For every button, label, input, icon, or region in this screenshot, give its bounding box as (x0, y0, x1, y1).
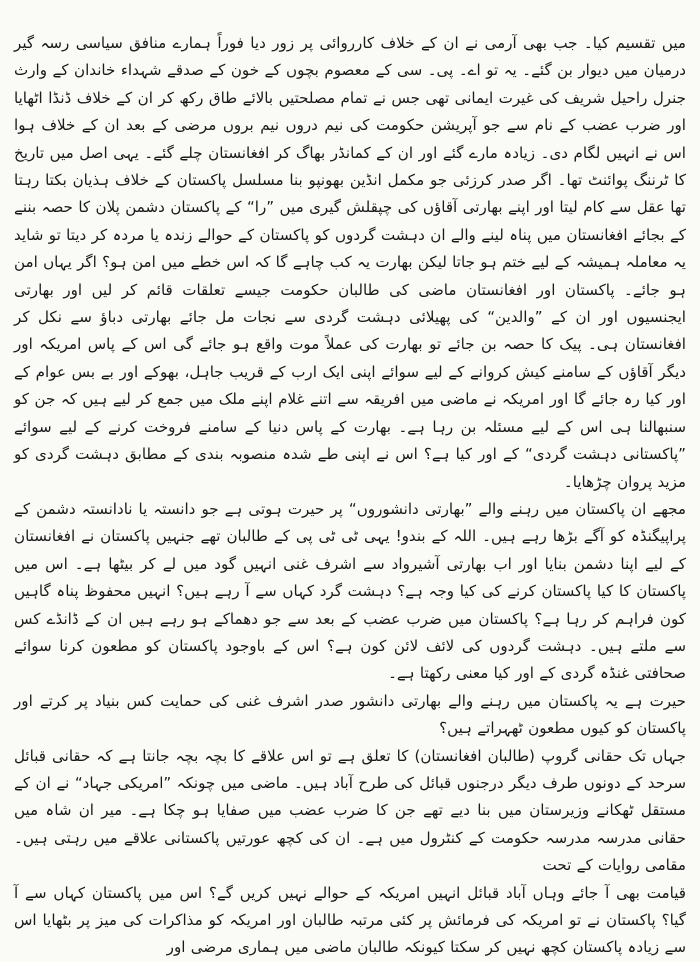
paragraph-3: حیرت ہے یہ پاکستان میں رہنے والے بھارتی دانشور صدر اشرف غنی کی حمایت کس بنیاد پر کرتے اور پاکستان کو کیوں مطعون ٹھہراتے ہیں؟ (14, 691, 686, 738)
document-text-body (14, 30, 686, 962)
paragraph-4: جہاں تک حقانی گروپ (طالبان افغانستان) کا تعلق ہے تو اس علاقے کا بچہ بچہ جانتا ہے کہ حقانی قبائل سرحد کے دونوں طرف دیگر درجنوں قبائل کی طرح آباد ہیں۔ ماضی میں چونکہ ”امریکی جہاد“ نے ان کے مستقل ٹھکانے وزیرستان میں بنا دیے تھے جن کا ضرب عضب میں صفایا ہو چکا ہے۔ میر ان شاہ میں حقانی مدرسہ مدرسہ حکومت کے کنٹرول میں ہے۔ ان کی کچھ عورتیں پاکستانی علاقے میں رہتی ہیں۔ مقامی روایات کے تحت (14, 746, 686, 875)
paragraph-5: قیامت بھی آ جائے وہاں آباد قبائل انہیں امریکہ کے حوالے نہیں کریں گے؟ اس میں پاکستان کہاں سے آ گیا؟ پاکستان نے تو امریکہ کی فرمائش پر کئی مرتبہ طالبان اور امریکہ کو مذاکرات کی میز پر بٹھایا اس سے زیادہ پاکستان کچھ نہیں کر سکتا کیونکہ طالبان ماضی میں ہماری مرضی اور (14, 883, 686, 957)
paragraph-2: مجھے ان پاکستان میں رہنے والے ”بھارتی دانشوروں“ پر حیرت ہوتی ہے جو دانستہ یا نادانستہ دشمن کے پراپیگنڈہ کو آگے بڑھا رہے ہیں۔ اللہ کے بندو! یہی ٹی ٹی پی کے طالبان تھے جنہیں پاکستان نے افغانستان کے لیے اپنا دشمن بنایا اور اب بھارتی آشیرواد سے اشرف غنی انہیں گود میں لے کر بیٹھا ہے۔ اس میں پاکستان کا کیا پاکستان کرنے کی کیا وجہ ہے؟ دہشت گرد کہاں سے آ رہے ہیں؟ انہیں محفوظ پناہ گاہیں کون فراہم کر رہا ہے؟ پاکستان میں ضرب عضب کے بعد سے جو دھماکے ہو رہے ہیں ان کے ڈانڈے کس سے ملتے ہیں۔ دہشت گردوں کی لائف لائن کون ہے؟ اس کے باوجود پاکستان کو مطعون کرنا سوائے صحافتی غنڈہ گردی کے اور کیا معنی رکھتا ہے۔ (14, 499, 686, 683)
paragraph-1: میں تقسیم کیا۔ جب بھی آرمی نے ان کے خلاف کارروائی پر زور دیا فوراً ہمارے منافق سیاسی رسہ گیر درمیان میں دیوار بن گئے۔ یہ تو اے۔ پی۔ سی کے معصوم بچوں کے خون کے صدقے شہداء خاندان کے وارث جنرل راحیل شریف کی غیرت ایمانی تھی جس نے تمام مصلحتیں بالائے طاق رکھ کر ان کے خلاف ڈنڈا اٹھایا اور ضرب عضب کے نام سے جو آپریشن حکومت کی نیم دروں نیم بروں مرضی کے بعد ان کے خلاف ہوا اس نے انہیں لگام دی۔ زیادہ مارے گئے اور ان کے کمانڈر بھاگ کر افغانستان چلے گئے۔ یہی اصل میں تاریخ کا ٹرننگ پوائنٹ تھا۔ اگر صدر کرزئی جو مکمل انڈین بھونپو بنا مسلسل پاکستان کے خلاف ہذیان بکتا رہتا تھا عقل سے کام لیتا اور اپنے بھارتی آقاؤں کی چپقلش گیری میں ”را“ کے پاکستان دشمن پلان کا حصہ بننے کے بجائے افغانستان میں پناہ لینے والے ان دہشت گردوں کو پاکستان کے حوالے زندہ یا مردہ کر دیتا تو شاید یہ معاملہ ہمیشہ کے لیے ختم ہو جاتا لیکن بھارت یہ کب چاہے گا کہ اس خطے میں امن ہو؟ اگر یہاں امن ہو جائے۔ پاکستان اور افغانستان ماضی کی طالبان حکومت جیسے تعلقات قائم کر لیں اور بھارتی ایجنسیوں اور ان کے ”والدین“ کی پھیلائی دہشت گردی سے نجات مل جائے بھارتی دباؤ سے نکل کر افغانستان ہی۔ پیک کا حصہ بن جائے تو بھارت کی عملاً موت واقع ہو جائے گی اس کے پاس امریکہ اور دیگر آقاؤں کے سامنے کیش کروانے کے لیے سوائے اپنی ایک ارب کے قریب جاہل، بھوکے اور بے بس عوام کے اور کیا رہ جائے گا اور امریکہ نے ماضی میں افریقہ سے اتنے غلام اپنے ملک میں جمع کر لیے ہیں کہ جن کو سنبھالنا ہی اس کے لیے مسئلہ بن رہا ہے۔ بھارت کے پاس دنیا کے سامنے فروخت کرنے کے لیے سوائے ”پاکستانی دہشت گردی“ کے اور کیا ہے؟ اس نے اپنی طے شدہ منصوبہ بندی کے مطابق دہشت گردی کو مزید پروان چڑھایا۔ (14, 34, 686, 491)
